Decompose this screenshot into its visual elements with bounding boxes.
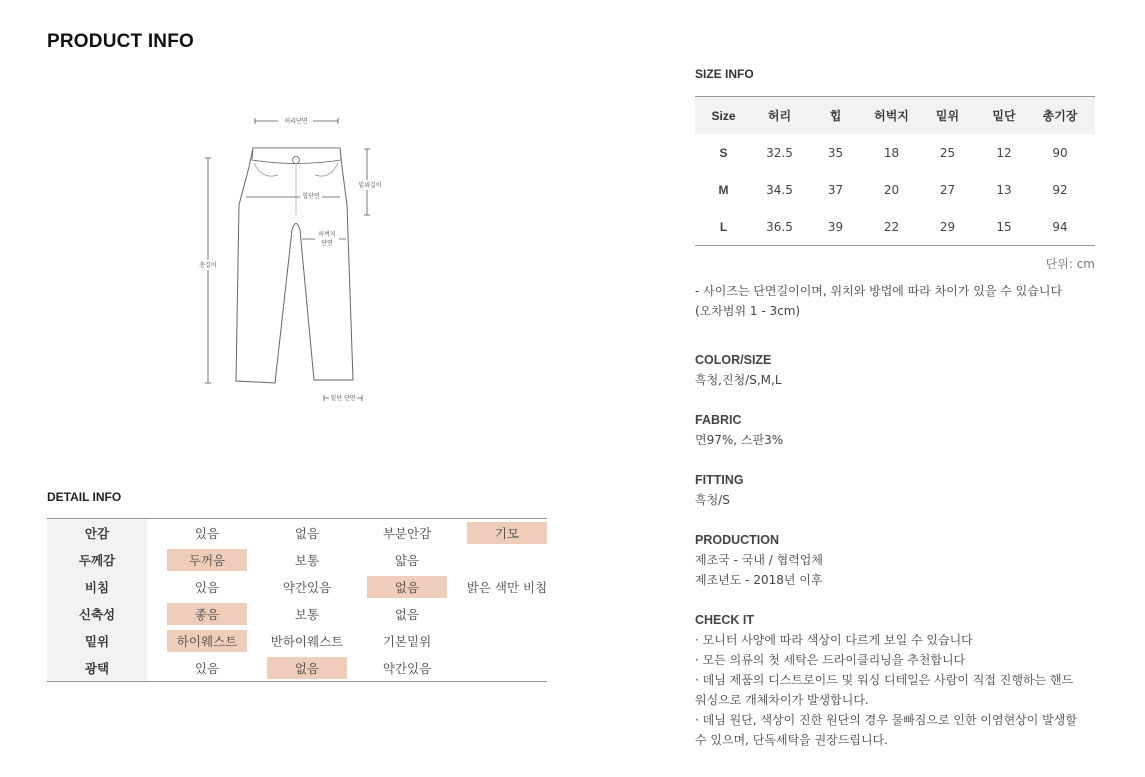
size-table-cell: 34.5 xyxy=(766,182,793,197)
size-table-header-row xyxy=(695,97,1095,134)
size-notice xyxy=(695,281,1105,321)
detail-row xyxy=(47,519,547,546)
size-table-cell: 27 xyxy=(939,182,956,197)
fitting-heading: FITTING xyxy=(695,473,744,487)
detail-option: 기본밑위 xyxy=(382,633,432,649)
size-table-cell: 94 xyxy=(1052,219,1068,234)
size-notice-line: - 사이즈는 단면길이이며, 위치와 방법에 따라 차이가 있을 수 있습니다 xyxy=(695,284,1063,298)
size-table-cell: 20 xyxy=(883,182,900,197)
detail-row-label: 신축성 xyxy=(47,600,147,627)
check-it-line: · 데님 원단, 색상이 진한 원단의 경우 물빠짐으로 인한 이염현상이 발생할 xyxy=(695,713,1077,727)
production-heading: PRODUCTION xyxy=(695,533,780,547)
thigh-label-2: 단면 xyxy=(321,240,333,247)
detail-option-selected: 두꺼움 xyxy=(167,549,247,571)
size-table-header-cell: 힙 xyxy=(829,109,842,123)
size-table-cell: L xyxy=(719,219,728,234)
detail-row xyxy=(47,600,547,627)
check-it-line: · 데님 제품의 디스트로이드 및 워싱 디테일은 사람이 직접 진행하는 핸드 xyxy=(695,673,1074,687)
size-table-cell: 18 xyxy=(883,145,900,160)
detail-row-label: 두께감 xyxy=(47,546,147,573)
size-table-cell: 37 xyxy=(827,182,844,197)
size-table-cell: 15 xyxy=(996,219,1012,234)
size-table-cell: 22 xyxy=(883,219,900,234)
size-table-row xyxy=(695,171,1095,208)
hem-label: 밑단 단면 xyxy=(330,395,356,402)
button-icon xyxy=(293,157,300,164)
detail-option-selected: 기모 xyxy=(467,522,547,544)
page-title: PRODUCT INFO xyxy=(47,31,195,52)
size-table-cell: 35 xyxy=(827,145,844,160)
size-table-header-cell: Size xyxy=(711,108,736,123)
detail-row-label: 안감 xyxy=(47,519,147,546)
check-it-line: · 모든 의류의 첫 세탁은 드라이클리닝을 추천합니다 xyxy=(695,653,966,667)
hip-label: 힙단면 xyxy=(302,193,320,200)
size-table-cell: 12 xyxy=(996,145,1012,160)
check-it-line: 워싱으로 개체차이가 발생합니다. xyxy=(695,693,869,707)
size-table-cell: 13 xyxy=(996,182,1012,197)
size-info-table xyxy=(695,96,1095,246)
thigh-label: 허벅지 xyxy=(318,231,336,238)
detail-row-label: 밑위 xyxy=(47,627,147,654)
size-table-cell: 29 xyxy=(939,219,956,234)
fabric-heading: FABRIC xyxy=(695,413,742,427)
size-table-header-cell: 허벅지 xyxy=(874,109,909,123)
detail-option: 있음 xyxy=(194,525,220,541)
detail-option-selected: 좋음 xyxy=(167,603,247,625)
detail-option: 약간있음 xyxy=(382,660,432,676)
color-size-text: 흑청,진청/S,M,L xyxy=(695,373,782,387)
size-table-cell: 25 xyxy=(939,145,956,160)
fitting-text: 흑청/S xyxy=(695,493,730,507)
detail-info-title: DETAIL INFO xyxy=(47,490,122,504)
production-country: 제조국 - 국내 / 협력업체 xyxy=(695,553,823,567)
size-table-row xyxy=(695,134,1095,171)
production-year: 제조년도 - 2018년 이후 xyxy=(695,573,823,587)
check-it-heading: CHECK IT xyxy=(695,613,755,627)
size-info-title: SIZE INFO xyxy=(695,67,754,81)
detail-row xyxy=(47,654,547,681)
detail-row xyxy=(47,546,547,573)
color-size-section xyxy=(695,350,1115,390)
size-table-header-cell: 밑위 xyxy=(935,109,960,123)
detail-option: 없음 xyxy=(294,525,320,541)
size-table-cell: M xyxy=(718,182,729,197)
detail-row xyxy=(47,573,547,600)
detail-option: 얇음 xyxy=(394,552,420,568)
size-table-header-cell: 총기장 xyxy=(1042,109,1078,123)
detail-option: 밝은 색만 비침 xyxy=(466,579,548,595)
rise-label: 밑위길이 xyxy=(358,182,382,189)
check-it-line: 수 있으며, 단독세탁을 권장드립니다. xyxy=(695,733,888,747)
detail-row-label: 광택 xyxy=(47,654,147,681)
detail-option: 있음 xyxy=(194,660,220,676)
size-table-header-cell: 밑단 xyxy=(992,109,1016,123)
pants-outline xyxy=(236,148,353,383)
check-it-line: · 모니터 사양에 따라 색상이 다르게 보일 수 있습니다 xyxy=(695,633,973,647)
detail-info-table xyxy=(47,518,547,682)
size-table-row xyxy=(695,208,1095,245)
size-table-cell: 90 xyxy=(1052,145,1068,160)
detail-option: 약간있음 xyxy=(282,579,332,595)
pants-illustration xyxy=(190,105,390,410)
size-notice-line: (오차범위 1 - 3cm) xyxy=(695,304,801,318)
detail-option: 보통 xyxy=(294,552,320,568)
detail-row xyxy=(47,627,547,654)
fabric-section xyxy=(695,410,1115,450)
detail-option: 있음 xyxy=(194,579,220,595)
detail-row-label: 비침 xyxy=(47,573,147,600)
check-it-section xyxy=(695,610,1115,750)
production-section xyxy=(695,530,1115,590)
detail-option: 없음 xyxy=(394,606,420,622)
length-label: 총길이 xyxy=(199,262,217,269)
size-table-cell: 32.5 xyxy=(766,145,793,160)
unit-label: 단위: cm xyxy=(1045,257,1095,271)
fabric-text: 면97%, 스판3% xyxy=(695,433,784,447)
size-table-cell: 36.5 xyxy=(766,219,793,234)
size-table-cell: 92 xyxy=(1052,182,1068,197)
fitting-section xyxy=(695,470,1115,510)
waist-label: 허리단면 xyxy=(284,118,308,125)
pants-measurement-diagram xyxy=(190,105,390,410)
size-table-cell: 39 xyxy=(827,219,844,234)
detail-option: 보통 xyxy=(294,606,320,622)
color-size-heading: COLOR/SIZE xyxy=(695,353,772,367)
detail-option: 반하이웨스트 xyxy=(270,633,344,649)
detail-option-selected: 없음 xyxy=(367,576,447,598)
detail-option-selected: 없음 xyxy=(267,657,347,679)
detail-option-selected: 하이웨스트 xyxy=(167,630,247,652)
size-table-header-cell: 허리 xyxy=(767,109,792,123)
size-table-cell: S xyxy=(719,145,728,160)
detail-option: 부분안감 xyxy=(382,525,432,541)
